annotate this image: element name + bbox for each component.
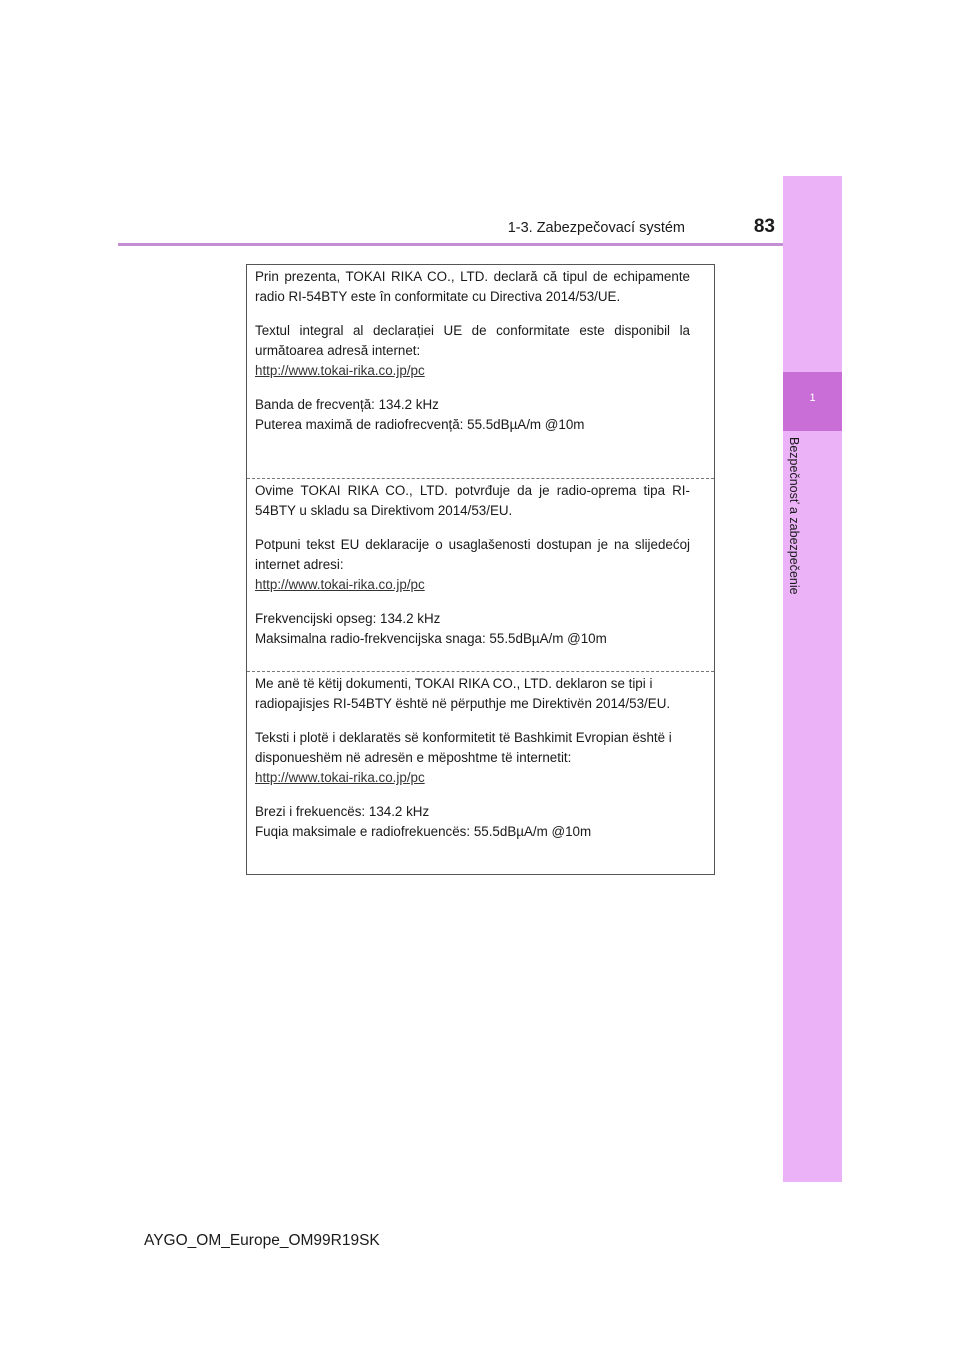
- declaration-link[interactable]: http://www.tokai-rika.co.jp/pc: [255, 363, 425, 378]
- page-number: 83: [753, 216, 775, 237]
- chapter-title-container: [783, 437, 805, 627]
- document-code: AYGO_OM_Europe_OM99R19SK: [144, 1232, 380, 1249]
- section-divider: [247, 478, 714, 479]
- section-divider: [247, 671, 714, 672]
- chapter-side-tab: [783, 176, 842, 1182]
- declaration-section-romanian: [255, 267, 690, 435]
- max-power: Puterea maximă de radiofrecvență: 55.5dBµA/m @10m: [255, 417, 585, 432]
- frequency-band: Banda de frecvență: 134.2 kHz: [255, 397, 439, 412]
- frequency-band: Frekvencijski opseg: 134.2 kHz: [255, 611, 441, 626]
- declaration-link[interactable]: http://www.tokai-rika.co.jp/pc: [255, 770, 425, 785]
- declaration-section-albanian: [255, 674, 690, 842]
- frequency-band: Brezi i frekuencës: 134.2 kHz: [255, 804, 430, 819]
- header-rule: [118, 243, 842, 246]
- declaration-text: Ovime TOKAI RIKA CO., LTD. potvrđuje da je radio-oprema tipa RI-54BTY u skladu sa Direktivom 2014/53/EU.: [255, 483, 690, 518]
- full-text-note: Textul integral al declarației UE de conformitate este disponibil la următoarea adresă internet:: [255, 323, 690, 358]
- declaration-link[interactable]: http://www.tokai-rika.co.jp/pc: [255, 577, 425, 592]
- declaration-box: [246, 264, 715, 875]
- chapter-title: Bezpečnosť a zabezpečenie: [787, 437, 801, 595]
- max-power: Maksimalna radio-frekvencijska snaga: 55.5dBµA/m @10m: [255, 631, 607, 646]
- chapter-number: 1: [809, 392, 816, 404]
- full-text-note: Potpuni tekst EU deklaracije o usaglašenosti dostupan je na slijedećoj internet adresi:: [255, 537, 690, 572]
- full-text-note: Teksti i plotë i deklaratës së konformitetit të Bashkimit Evropian është i disponueshëm në adresën e mëposhtme të internetit:: [255, 730, 672, 765]
- declaration-text: Prin prezenta, TOKAI RIKA CO., LTD. declară că tipul de echipamente radio RI-54BTY este în conformitate cu Directiva 2014/53/UE.: [255, 269, 690, 304]
- chapter-number-box: [783, 372, 842, 431]
- declaration-text: Me anë të këtij dokumenti, TOKAI RIKA CO., LTD. deklaron se tipi i radiopajisjes RI-54BTY është në përputhje me Direktivën 2014/53/EU.: [255, 676, 671, 711]
- declaration-section-croatian: [255, 481, 690, 649]
- section-title: 1-3. Zabezpečovací systém: [507, 220, 685, 236]
- max-power: Fuqia maksimale e radiofrekuencës: 55.5dBµA/m @10m: [255, 824, 592, 839]
